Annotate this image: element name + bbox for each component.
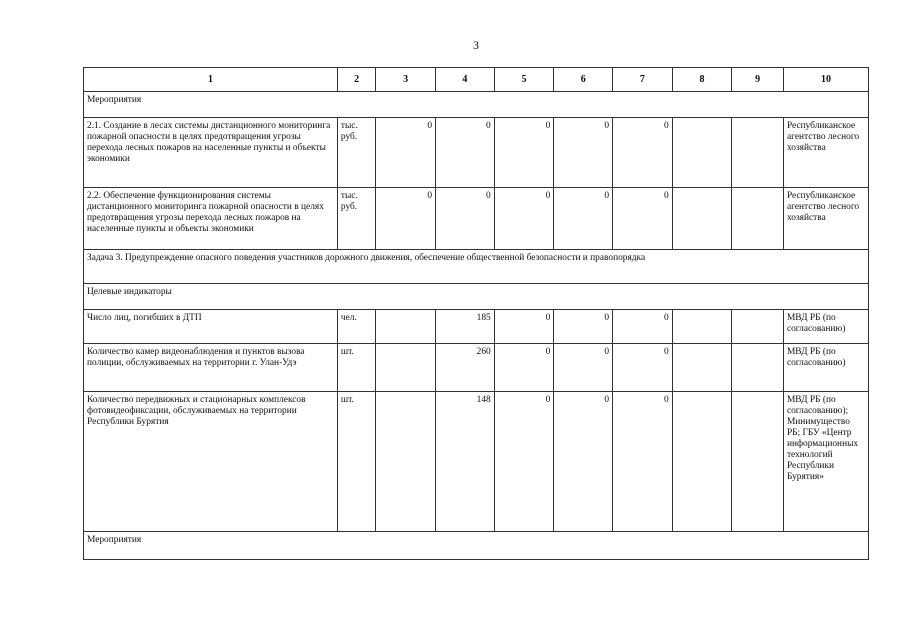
cell-c7: 0 [613, 392, 673, 532]
cell-c6: 0 [554, 118, 613, 188]
section-row [84, 284, 869, 310]
cell-c4: 0 [436, 118, 495, 188]
cell-c4: 0 [436, 188, 495, 250]
cell-c9 [732, 344, 784, 392]
col-header-6: 6 [554, 68, 613, 92]
table-row [84, 310, 869, 344]
col-header-10: 10 [783, 68, 868, 92]
cell-c6: 0 [554, 310, 613, 344]
cell-c5: 0 [494, 310, 554, 344]
cell-c7: 0 [613, 344, 673, 392]
row-executor: МВД РБ (по согласованию); Минимущество РБ; ГБУ «Центр информационных технологий Республики Бурятия» [783, 392, 868, 532]
section-row [84, 532, 869, 560]
cell-c7: 0 [613, 310, 673, 344]
header-row [84, 68, 869, 92]
col-header-7: 7 [613, 68, 673, 92]
col-header-3: 3 [376, 68, 436, 92]
cell-c5: 0 [494, 344, 554, 392]
table-row [84, 392, 869, 532]
row-name: Количество камер видеонаблюдения и пунктов вызова полиции, обслуживаемых на территории г. Улан-Удэ [84, 344, 338, 392]
cell-c4: 260 [436, 344, 495, 392]
cell-c7: 0 [613, 118, 673, 188]
cell-c8 [672, 344, 732, 392]
cell-c4: 185 [436, 310, 495, 344]
col-header-5: 5 [494, 68, 554, 92]
row-unit: шт. [337, 344, 375, 392]
cell-c3 [376, 344, 436, 392]
cell-c9 [732, 392, 784, 532]
row-unit: тыс. руб. [337, 118, 375, 188]
section-measures: Мероприятия [84, 92, 869, 118]
page-number: 3 [473, 38, 479, 52]
section-measures-2: Мероприятия [84, 532, 869, 560]
cell-c5: 0 [494, 188, 554, 250]
row-name: Количество передвижных и стационарных комплексов фотовидеофиксации, обслуживаемых на территории Республики Бурятия [84, 392, 338, 532]
cell-c9 [732, 310, 784, 344]
cell-c6: 0 [554, 392, 613, 532]
cell-c9 [732, 118, 784, 188]
col-header-9: 9 [732, 68, 784, 92]
cell-c7: 0 [613, 188, 673, 250]
col-header-4: 4 [436, 68, 495, 92]
row-unit: тыс. руб. [337, 188, 375, 250]
section-row [84, 92, 869, 118]
row-executor: Республиканское агентство лесного хозяйства [783, 118, 868, 188]
row-name: 2.2. Обеспечение функционирования системы дистанционного мониторинга пожарной опасности в целях предотвращения угрозы перехода лесных пожаров на населенные пункты и объекты экономики [84, 188, 338, 250]
cell-c8 [672, 310, 732, 344]
row-executor: Республиканское агентство лесного хозяйства [783, 188, 868, 250]
cell-c3 [376, 392, 436, 532]
cell-c9 [732, 188, 784, 250]
cell-c5: 0 [494, 392, 554, 532]
cell-c8 [672, 118, 732, 188]
row-name: Число лиц, погибших в ДТП [84, 310, 338, 344]
section-indicators: Целевые индикаторы [84, 284, 869, 310]
col-header-2: 2 [337, 68, 375, 92]
table-row [84, 118, 869, 188]
cell-c5: 0 [494, 118, 554, 188]
cell-c6: 0 [554, 188, 613, 250]
table-row [84, 344, 869, 392]
cell-c3: 0 [376, 188, 436, 250]
program-table [83, 67, 869, 560]
cell-c8 [672, 188, 732, 250]
col-header-8: 8 [672, 68, 732, 92]
row-unit: шт. [337, 392, 375, 532]
row-unit: чел. [337, 310, 375, 344]
cell-c3: 0 [376, 118, 436, 188]
cell-c6: 0 [554, 344, 613, 392]
cell-c8 [672, 392, 732, 532]
col-header-1: 1 [84, 68, 338, 92]
cell-c4: 148 [436, 392, 495, 532]
table-row [84, 188, 869, 250]
row-name: 2.1. Создание в лесах системы дистанционного мониторинга пожарной опасности в целях предотвращения угрозы перехода лесных пожаров на населенные пункты и объекты экономики [84, 118, 338, 188]
task-row [84, 250, 869, 284]
cell-c3 [376, 310, 436, 344]
row-executor: МВД РБ (по согласованию) [783, 310, 868, 344]
row-executor: МВД РБ (по согласованию) [783, 344, 868, 392]
task-3-title: Задача 3. Предупреждение опасного поведения участников дорожного движения, обеспечение общественной безопасности и правопорядка [84, 250, 869, 284]
